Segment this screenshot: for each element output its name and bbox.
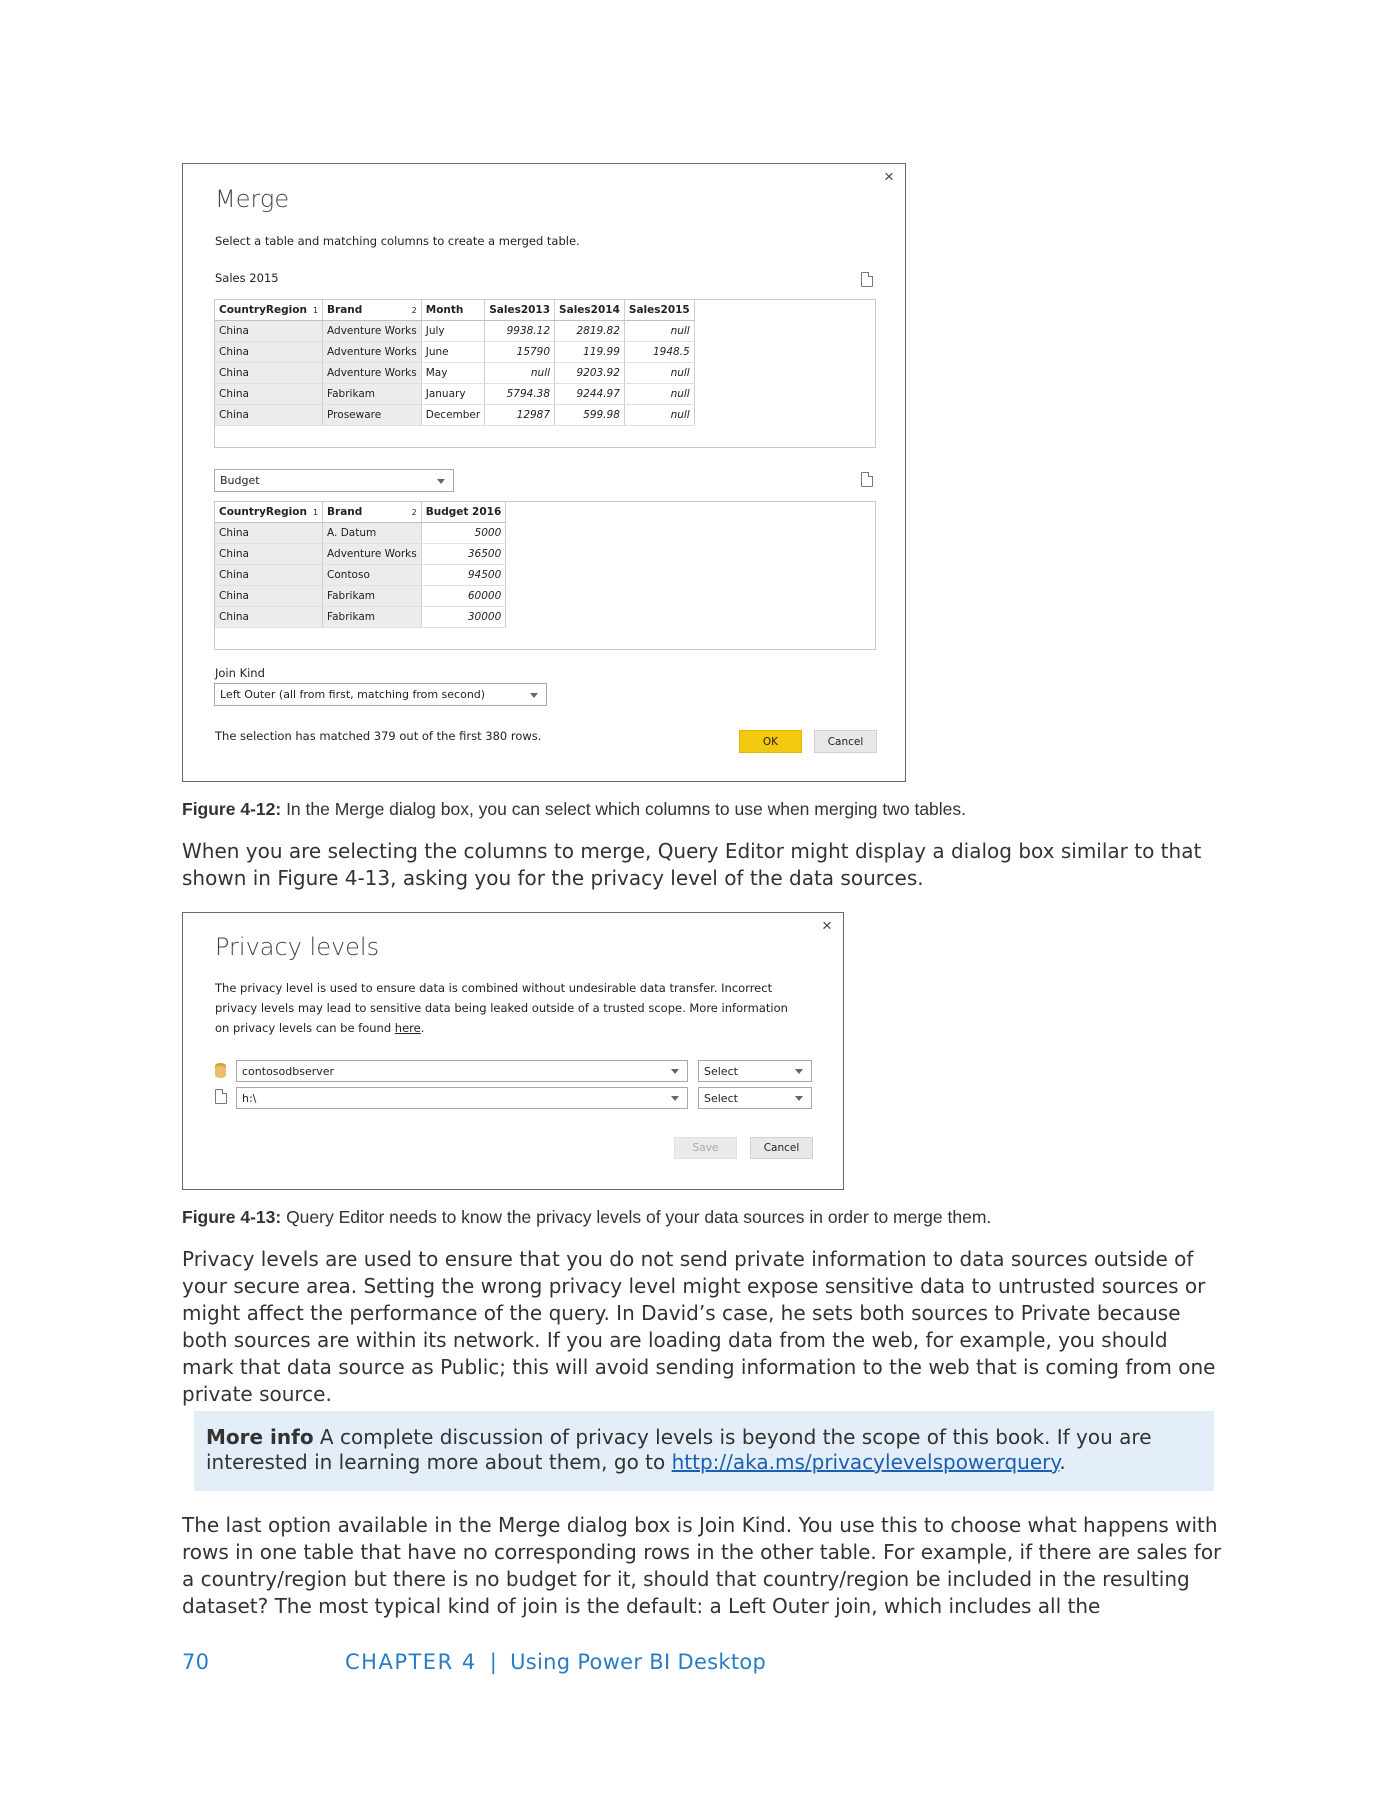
table-cell: 2819.82 — [555, 321, 625, 342]
table-row — [215, 384, 694, 405]
table-row — [215, 405, 694, 426]
table-cell: Fabrikam — [323, 384, 422, 405]
privacy-level-value: Select — [704, 1064, 738, 1078]
column-header[interactable] — [485, 300, 555, 321]
join-kind-value: Left Outer (all from first, matching from second) — [220, 688, 486, 701]
figure-label: Figure 4-12: — [182, 799, 282, 819]
column-header[interactable] — [323, 502, 422, 523]
chevron-down-icon — [795, 1069, 803, 1074]
here-link[interactable]: here — [394, 1021, 421, 1035]
chevron-down-icon — [671, 1069, 679, 1074]
chevron-down-icon — [437, 479, 445, 484]
table-header-row — [215, 502, 506, 523]
table-cell: 60000 — [421, 586, 506, 607]
table-row — [215, 544, 506, 565]
column-header[interactable] — [421, 502, 506, 523]
database-icon — [215, 1063, 226, 1078]
second-table-preview — [214, 501, 876, 650]
chevron-down-icon — [530, 693, 538, 698]
privacy-levels-link[interactable]: http://aka.ms/privacylevelspowerquery — [671, 1450, 1060, 1474]
more-info-end: . — [1059, 1450, 1066, 1474]
table-row — [215, 607, 506, 628]
chevron-down-icon — [671, 1096, 679, 1101]
cancel-button[interactable]: Cancel — [814, 730, 877, 753]
column-header[interactable] — [421, 300, 484, 321]
table-cell: 15790 — [485, 342, 555, 363]
privacy-levels-dialog — [182, 912, 844, 1190]
column-header-label: Brand — [327, 506, 363, 518]
privacy-description-text: The privacy level is used to ensure data is combined without undesirable data transfer. Incorrect privacy levels may lead to sensitive data being leaked outside of a trusted scope. More information on privacy levels can be found — [215, 981, 788, 1035]
data-source-name: contosodbserver — [242, 1064, 335, 1078]
table-cell: 94500 — [421, 565, 506, 586]
table-cell: June — [421, 342, 484, 363]
refresh-preview-icon[interactable] — [861, 272, 873, 287]
privacy-description — [215, 978, 805, 1038]
join-kind-label: Join Kind — [215, 666, 265, 680]
table-row — [215, 342, 694, 363]
table-cell: 1948.5 — [624, 342, 694, 363]
column-header[interactable] — [555, 300, 625, 321]
column-header[interactable] — [215, 300, 323, 321]
join-kind-select[interactable] — [214, 683, 547, 706]
second-table-select[interactable] — [214, 469, 454, 492]
table-cell: China — [215, 405, 323, 426]
ok-button[interactable]: OK — [739, 730, 802, 753]
table-cell: Adventure Works — [323, 363, 422, 384]
chapter-title: Using Power BI Desktop — [510, 1650, 767, 1674]
privacy-level-select[interactable] — [698, 1087, 812, 1109]
first-table-preview — [214, 299, 876, 448]
more-info-text: A complete discussion of privacy levels is beyond the scope of this book. If you are interested in learning more about them, go to — [206, 1425, 1152, 1474]
data-source-field[interactable] — [236, 1060, 688, 1082]
privacy-level-select[interactable] — [698, 1060, 812, 1082]
table-row — [215, 565, 506, 586]
column-header-label: Sales2014 — [559, 304, 620, 316]
key-index-badge: 1 — [312, 306, 319, 315]
key-index-badge: 2 — [411, 306, 417, 315]
key-index-badge: 1 — [312, 508, 319, 517]
column-header-label: CountryRegion — [219, 304, 307, 316]
first-table-name: Sales 2015 — [215, 271, 279, 285]
column-header[interactable] — [215, 502, 323, 523]
table-cell: 9938.12 — [485, 321, 555, 342]
table-cell: Fabrikam — [323, 607, 422, 628]
column-header-label: Month — [425, 304, 464, 316]
table-row — [215, 523, 506, 544]
table-cell: null — [624, 384, 694, 405]
file-icon — [215, 1089, 227, 1104]
table-cell: China — [215, 384, 323, 405]
table-header-row — [215, 300, 694, 321]
second-table-grid — [215, 502, 506, 628]
figure-caption-text: In the Merge dialog box, you can select which columns to use when merging two tables. — [281, 799, 967, 819]
chevron-down-icon — [795, 1096, 803, 1101]
column-header-label: Sales2015 — [628, 304, 690, 316]
table-cell: 30000 — [421, 607, 506, 628]
page-number: 70 — [182, 1650, 210, 1674]
save-button[interactable]: Save — [674, 1137, 737, 1159]
table-cell: Adventure Works — [323, 342, 422, 363]
table-cell: 119.99 — [555, 342, 625, 363]
close-icon[interactable]: × — [884, 167, 894, 186]
key-index-badge: 2 — [411, 508, 417, 517]
figure-caption-text: Query Editor needs to know the privacy levels of your data sources in order to merge them. — [281, 1207, 992, 1227]
table-cell: Contoso — [323, 565, 422, 586]
column-header-label: Sales2013 — [489, 304, 551, 316]
more-info-label: More info — [206, 1425, 314, 1449]
column-header[interactable] — [624, 300, 694, 321]
table-cell: Adventure Works — [323, 544, 422, 565]
merge-dialog-title: Merge — [215, 185, 290, 213]
table-cell: China — [215, 342, 323, 363]
privacy-description-end: . — [420, 1021, 425, 1035]
table-cell: Fabrikam — [323, 586, 422, 607]
table-cell: December — [421, 405, 484, 426]
body-paragraph: The last option available in the Merge dialog box is Join Kind. You use this to choose what happens with rows in one table that have no corresponding rows in the other table. For example, if there are sales for a country/region but there is no budget for it, should that country/region be included in the resulting dataset? The most typical kind of join is the default: a Left Outer join, which includes all the — [182, 1513, 1222, 1618]
table-cell: Proseware — [323, 405, 422, 426]
merge-dialog — [182, 163, 906, 782]
more-info-note — [194, 1411, 1214, 1491]
refresh-preview-icon[interactable] — [861, 472, 873, 487]
table-cell: 36500 — [421, 544, 506, 565]
match-status: The selection has matched 379 out of the first 380 rows. — [215, 729, 542, 743]
table-cell: China — [215, 544, 323, 565]
column-header-label: Budget 2016 — [425, 506, 502, 518]
table-cell: 5794.38 — [485, 384, 555, 405]
table-cell: China — [215, 363, 323, 384]
chapter-separator: | — [489, 1650, 498, 1674]
table-row — [215, 363, 694, 384]
table-cell: null — [485, 363, 555, 384]
figure-4-13-caption — [182, 1207, 991, 1228]
figure-4-12-caption — [182, 799, 966, 820]
column-header-label: Brand — [327, 304, 363, 316]
close-icon[interactable]: × — [822, 916, 832, 935]
chapter-heading — [345, 1650, 766, 1674]
second-table-select-value: Budget — [220, 474, 260, 487]
table-cell: China — [215, 321, 323, 342]
table-cell: Adventure Works — [323, 321, 422, 342]
table-cell: January — [421, 384, 484, 405]
table-cell: China — [215, 523, 323, 544]
chapter-label: CHAPTER 4 — [345, 1650, 477, 1674]
body-paragraph: Privacy levels are used to ensure that you do not send private information to data sources outside of your secure area. Setting the wrong privacy level might expose sensitive data to untrusted sources or might affect the performance of the query. In David’s case, he sets both sources to Private because both sources are within its network. If you are loading data from the web, for example, you should mark that data source as Public; this will avoid sending information to the web that is coming from one private source. — [182, 1247, 1216, 1406]
table-row — [215, 586, 506, 607]
table-cell: 9244.97 — [555, 384, 625, 405]
table-cell: 9203.92 — [555, 363, 625, 384]
body-paragraph: When you are selecting the columns to merge, Query Editor might display a dialog box similar to that shown in Figure 4-13, asking you for the privacy level of the data sources. — [182, 839, 1202, 890]
table-cell: China — [215, 607, 323, 628]
table-cell: null — [624, 405, 694, 426]
privacy-level-value: Select — [704, 1091, 738, 1105]
table-cell: A. Datum — [323, 523, 422, 544]
figure-label: Figure 4-13: — [182, 1207, 282, 1227]
merge-instruction: Select a table and matching columns to create a merged table. — [215, 234, 580, 248]
data-source-name: h:\ — [242, 1091, 257, 1105]
table-row — [215, 321, 694, 342]
table-cell: 599.98 — [555, 405, 625, 426]
first-table-grid — [215, 300, 695, 426]
table-cell: China — [215, 565, 323, 586]
table-cell: 5000 — [421, 523, 506, 544]
cancel-button[interactable]: Cancel — [750, 1137, 813, 1159]
column-header[interactable] — [323, 300, 422, 321]
column-header-label: CountryRegion — [219, 506, 307, 518]
table-cell: China — [215, 586, 323, 607]
table-cell: null — [624, 321, 694, 342]
table-cell: null — [624, 363, 694, 384]
data-source-field[interactable] — [236, 1087, 688, 1109]
table-cell: 12987 — [485, 405, 555, 426]
table-cell: July — [421, 321, 484, 342]
table-cell: May — [421, 363, 484, 384]
privacy-dialog-title: Privacy levels — [215, 933, 380, 961]
